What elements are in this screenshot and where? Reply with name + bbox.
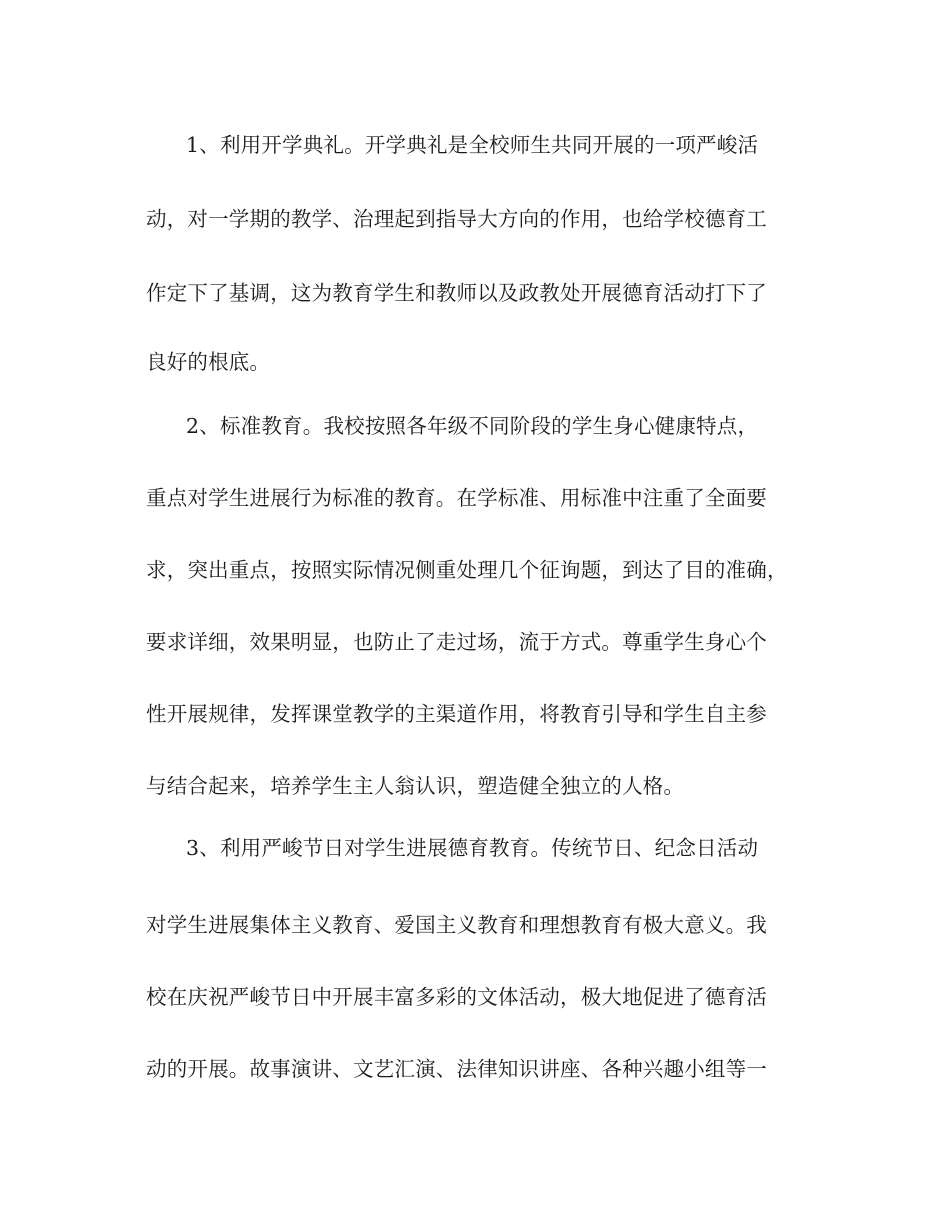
text-line: 重点对学生进展行为标准的教育。在学标准、用标准中注重了全面要: [146, 486, 767, 510]
text-line: 求，突出重点，按照实际情况侧重处理几个征询题，到达了目的准确，: [146, 558, 788, 582]
text-line: 对学生进展集体主义教育、爱国主义教育和理想教育有极大意义。我: [146, 913, 767, 937]
text-line: 校在庆祝严峻节日中开展丰富多彩的文体活动，极大地促进了德育活: [146, 985, 767, 1009]
text-line: 动的开展。故事演讲、文艺汇演、法律知识讲座、各种兴趣小组等一: [146, 1057, 767, 1081]
text-line: 性开展规律，发挥课堂教学的主渠道作用，将教育引导和学生自主参: [146, 702, 767, 726]
text-line: 1、利用开学典礼。开学典礼是全校师生共同开展的一项严峻活: [186, 133, 759, 157]
text-line: 2、标准教育。我校按照各年级不同阶段的学生身心健康特点，: [186, 414, 759, 438]
text-line: 与结合起来，培养学生主人翁认识，塑造健全独立的人格。: [146, 774, 685, 798]
text-line: 良好的根底。: [146, 350, 271, 374]
text-line: 作定下了基调，这为教育学生和教师以及政教处开展德育活动打下了: [146, 281, 767, 305]
text-line: 3、利用严峻节日对学生进展德育教育。传统节日、纪念日活动: [186, 836, 759, 860]
text-line: 要求详细，效果明显，也防止了走过场，流于方式。尊重学生身心个: [146, 630, 767, 654]
text-line: 动，对一学期的教学、治理起到指导大方向的作用，也给学校德育工: [146, 207, 767, 231]
